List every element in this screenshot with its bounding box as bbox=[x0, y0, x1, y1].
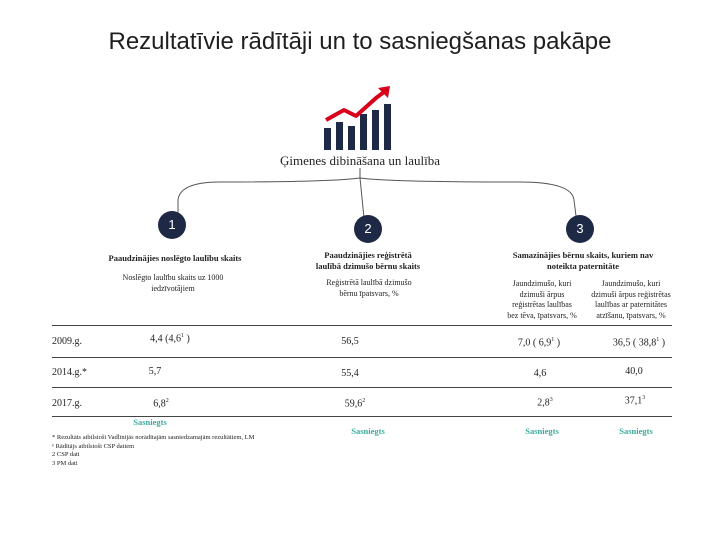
row-year: 2014.g.* bbox=[52, 367, 87, 378]
achieved-label: Sasniegts bbox=[351, 426, 385, 436]
row-2017-value-3a: $2,8^3$ bbox=[537, 397, 553, 409]
row-2009-value-2: 56,5 bbox=[341, 336, 359, 347]
row-2014-value-2: 55,4 bbox=[341, 368, 359, 379]
step-2-badge: 2 bbox=[354, 215, 382, 243]
row-divider bbox=[52, 325, 672, 326]
column-3b-subtitle: Jaundzimušo, kuri dzimuši ārpus reģistrētas laulības ar paternitātes atzīšanu, īpatsvars, % bbox=[591, 279, 671, 320]
row-2017-value-2: 59,6$^2$ bbox=[344, 398, 366, 410]
row-2009-value-1: 4,4 ($4,6^1$ ) bbox=[150, 333, 190, 345]
row-2009-value-3b: 36,5 ( 38,8$^1$ ) bbox=[612, 337, 666, 349]
footnote: * Rezultāts atbilstoši Vadlīnijās norādītajām sasniedzamajām rezultātiem, LM bbox=[52, 434, 255, 441]
column-1-subtitle: Noslēgto laulību skaits uz 1000 iedzīvotājiem bbox=[122, 273, 224, 293]
column-1-title: Paaudzinājies noslēgto laulību skaits bbox=[108, 253, 242, 263]
achieved-label: Sasniegts bbox=[619, 426, 653, 436]
achieved-label: Sasniegts bbox=[133, 417, 167, 427]
row-year: 2017.g. bbox=[52, 398, 82, 409]
section-subtitle: Ģimenes dibināšana un laulība bbox=[280, 153, 440, 168]
row-divider bbox=[52, 416, 672, 417]
row-2017-value-3b: 37,1$^3$ bbox=[624, 395, 646, 407]
column-3a-subtitle: Jaundzimušo, kuri dzimuši ārpus reģistrētas laulības bez tēva, īpatsvars, % bbox=[507, 279, 577, 320]
achieved-label: Sasniegts bbox=[525, 426, 559, 436]
row-year: 2009.g. bbox=[52, 336, 82, 347]
row-2017-value-1: $6,8^2$ bbox=[153, 398, 169, 410]
step-1-badge: 1 bbox=[158, 211, 186, 239]
column-2-title: Paaudzinājies reģistrētā laulībā dzimušo bērnu skaits bbox=[315, 250, 421, 271]
step-3-badge: 3 bbox=[566, 215, 594, 243]
footnote: 3 PM dati bbox=[52, 459, 78, 467]
footnote: 2 CSP dati bbox=[52, 451, 80, 459]
row-2014-value-3b: 40,0 bbox=[625, 366, 643, 377]
column-3-title: Samazinājies bērnu skaits, kuriem nav noteikta paternitāte bbox=[512, 250, 654, 271]
row-2014-value-1: 5,7 bbox=[148, 366, 162, 377]
footnote: ¹ Rādītājs atbilstoši CSP datiem bbox=[52, 442, 135, 450]
footnotes bbox=[52, 434, 352, 468]
row-2009-value-3a: 7,0 ( $6,9^1$ ) bbox=[517, 337, 561, 349]
page-title: Rezultatīvie rādītāji un to sasniegšanas pakāpe bbox=[108, 28, 612, 55]
row-divider bbox=[52, 357, 672, 358]
row-2014-value-3a: 4,6 bbox=[533, 368, 547, 379]
column-2-subtitle: Reģistrētā laulībā dzimušo bērnu īpatsvars, % bbox=[326, 278, 412, 298]
row-divider bbox=[52, 387, 672, 388]
